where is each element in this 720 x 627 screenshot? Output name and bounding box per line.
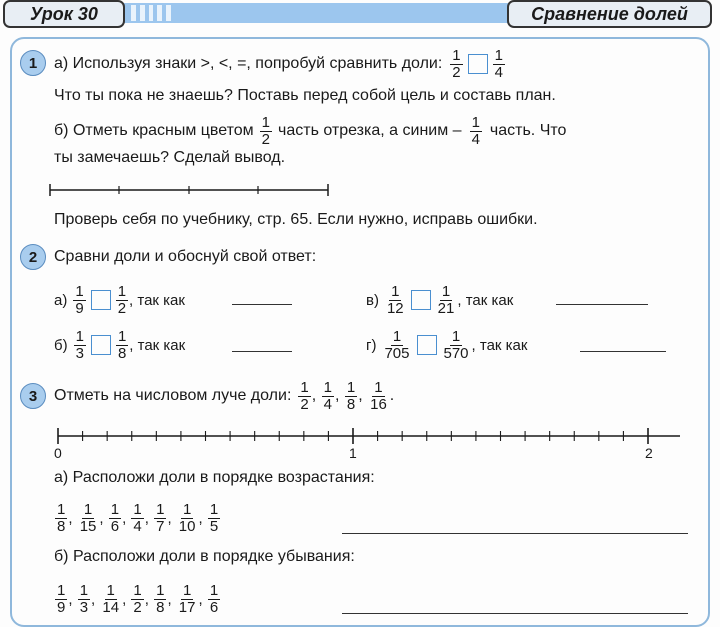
task1-check: Проверь себя по учебнику, стр. 65. Если нужно, исправь ошибки. (54, 211, 538, 228)
compare-box[interactable] (468, 54, 488, 74)
fraction: $\frac{1}{10}$ (178, 500, 196, 535)
answer-line[interactable] (556, 303, 648, 305)
fraction: $\frac{1}{8}$ (117, 327, 127, 362)
because-text: так как (137, 291, 185, 309)
item-label: б) (54, 336, 68, 354)
because-text: так как (479, 336, 528, 354)
task1-a-frac1: $\frac{1}{2}$ (452, 46, 461, 81)
ray-label-0: 0 (54, 445, 62, 461)
task2-item-a: а) $\frac{1}{9}$ $\frac{1}{2}$ , так как (54, 282, 185, 317)
fraction: $\frac{1}{12}$ (386, 282, 404, 317)
task1-b-text2: часть отрезка, а синим – (278, 122, 462, 139)
task1-b-text3: часть. Что (489, 122, 567, 139)
task3-b-fractions: $\frac{1}{9}$ , $\frac{1}{3}$ , $\frac{1}{14}$ , $\frac{1}{2}$ , $\frac{1}{8}$ , $\frac{1}{17}$ , $\frac{1}{6}$ (57, 581, 219, 616)
header-stripes (131, 5, 171, 21)
answer-line[interactable] (342, 532, 688, 534)
segment[interactable] (48, 180, 338, 200)
fraction: $\frac{1}{2}$ (117, 282, 127, 317)
task1-a-text: а) Используя знаки >, <, =, попробуй сравнить доли: (54, 55, 443, 72)
answer-line[interactable] (232, 303, 292, 305)
fraction: $\frac{1}{15}$ (79, 500, 97, 535)
page-header (0, 0, 720, 34)
fraction: $\frac{1}{7}$ (156, 500, 165, 535)
task3-a-fractions: $\frac{1}{8}$ , $\frac{1}{15}$ , $\frac{1}{6}$ , $\frac{1}{4}$ , $\frac{1}{7}$ , $\frac{1}{10}$ , $\frac{1}{5}$ (57, 500, 219, 535)
fraction: $\frac{1}{17}$ (178, 581, 196, 616)
answer-line[interactable] (342, 612, 688, 614)
task1-line4: ты замечаешь? Сделай вывод. (54, 149, 286, 166)
item-label: а) (54, 291, 68, 309)
fraction: $\frac{1}{9}$ (75, 282, 84, 317)
compare-box[interactable] (411, 290, 431, 310)
fraction: $\frac{1}{9}$ (57, 581, 66, 616)
fraction: $\frac{1}{705}$ (384, 327, 410, 362)
task3-title-row: Отметь на числовом луче доли: $\frac{1}{2}$ , $\frac{1}{4}$ , $\frac{1}{8}$ , $\frac{1}{16}$ . (54, 378, 395, 413)
fraction: $\frac{1}{2}$ (300, 378, 309, 413)
fraction: $\frac{1}{6}$ (110, 500, 120, 535)
fraction: $\frac{1}{570}$ (443, 327, 469, 362)
task1-b-frac1: $\frac{1}{2}$ (261, 113, 271, 148)
task1-a-row (54, 44, 506, 84)
task2-title: Сравни доли и обоснуй свой ответ: (54, 248, 317, 265)
task3-b-text: б) Расположи доли в порядке убывания: (54, 548, 355, 565)
task1-b-text1: б) Отметь красным цветом (54, 122, 254, 139)
fraction: $\frac{1}{5}$ (209, 500, 219, 535)
fraction: $\frac{1}{4}$ (133, 500, 142, 535)
because-text: так как (465, 291, 514, 309)
task2-item-v: в) $\frac{1}{12}$ $\frac{1}{21}$ , так как (366, 282, 514, 317)
fraction: $\frac{1}{6}$ (209, 581, 219, 616)
number-ray[interactable] (50, 426, 690, 448)
compare-box[interactable] (91, 290, 111, 310)
task2-item-b: б) $\frac{1}{3}$ $\frac{1}{8}$ , так как (54, 327, 186, 362)
item-label: г) (366, 336, 377, 354)
fraction: $\frac{1}{21}$ (437, 282, 455, 317)
because-text: так как (137, 336, 186, 354)
task2-number: 2 (20, 244, 46, 270)
fraction: $\frac{1}{2}$ (133, 581, 142, 616)
fraction: $\frac{1}{3}$ (79, 581, 89, 616)
lesson-label: Урок 30 (3, 0, 125, 28)
fraction: $\frac{1}{4}$ (323, 378, 332, 413)
task1-number: 1 (20, 50, 46, 76)
compare-box[interactable] (91, 335, 111, 355)
task1-line2: Что ты пока не знаешь? Поставь перед собой цель и составь план. (54, 87, 556, 104)
fraction: $\frac{1}{14}$ (102, 581, 120, 616)
fraction: $\frac{1}{8}$ (57, 500, 66, 535)
task3-title: Отметь на числовом луче доли: (54, 387, 292, 404)
answer-line[interactable] (232, 350, 292, 352)
task2-item-g: г) $\frac{1}{705}$ $\frac{1}{570}$ , так как (366, 327, 528, 362)
task3-a-text: а) Расположи доли в порядке возрастания: (54, 469, 375, 486)
topic-title: Сравнение долей (507, 0, 712, 28)
fraction: $\frac{1}{8}$ (156, 581, 165, 616)
ray-label-1: 1 (349, 445, 357, 461)
compare-box[interactable] (417, 335, 437, 355)
fraction: $\frac{1}{8}$ (346, 378, 356, 413)
fraction: $\frac{1}{16}$ (370, 378, 387, 413)
task1-b-row (54, 111, 566, 151)
task1-b-frac2: $\frac{1}{4}$ (471, 113, 480, 148)
ray-label-2: 2 (645, 445, 653, 461)
task1-a-frac2: $\frac{1}{4}$ (494, 46, 503, 81)
fraction: $\frac{1}{3}$ (75, 327, 84, 362)
item-label: в) (366, 291, 379, 309)
task3-number: 3 (20, 383, 46, 409)
answer-line[interactable] (580, 350, 666, 352)
